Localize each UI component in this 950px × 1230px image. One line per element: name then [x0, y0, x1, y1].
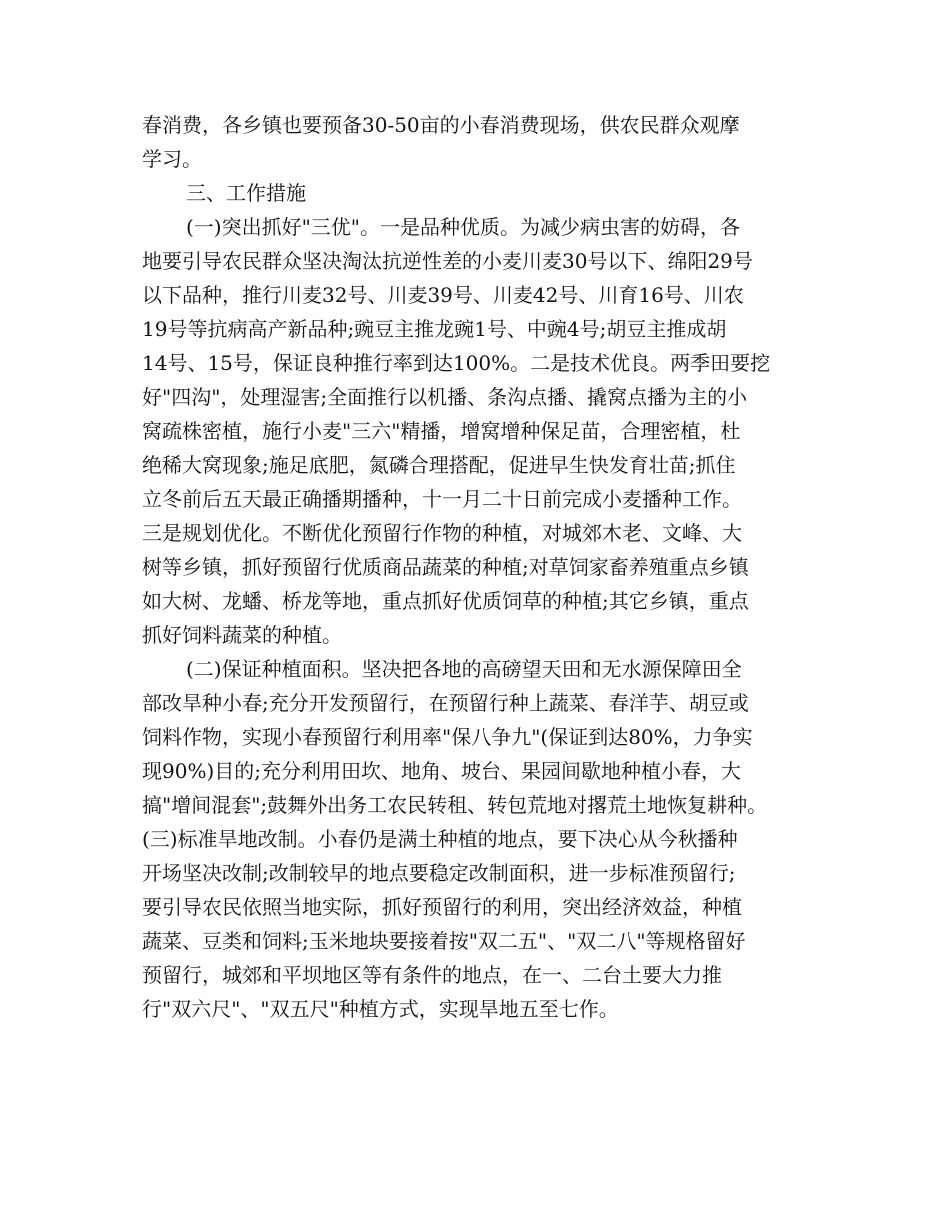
paragraph-line: 树等乡镇，抓好预留行优质商品蔬菜的种植;对草饲家畜养殖重点乡镇 [142, 555, 749, 579]
paragraph-line: 行"双六尺"、"双五尺"种植方式，实现旱地五至七作。 [142, 997, 619, 1021]
paragraph-line: 窝疏株密植，施行小麦"三六"精播，增窝增种保足苗，合理密植，杜 [142, 419, 741, 443]
paragraph-line: (三)标准旱地改制。小春仍是满土种植的地点，要下决心从今秋播种 [142, 827, 738, 851]
paragraph-line: 三是规划优化。不断优化预留行作物的种植，对城郊木老、文峰、大 [142, 521, 742, 545]
paragraph-line: 饲料作物，实现小春预留行利用率"保八争九"(保证到达80%，力争实 [142, 725, 753, 749]
paragraph-line: 立冬前后五天最正确播期播种，十一月二十日前完成小麦播种工作。 [142, 487, 742, 511]
paragraph-line: 要引导农民依照当地实际，抓好预留行的利用，突出经济效益，种植 [142, 895, 742, 919]
paragraph-line: 19号等抗病高产新品种;豌豆主推龙豌1号、中豌4号;胡豆主推成胡 [142, 317, 727, 341]
paragraph-line: 春消费，各乡镇也要预备30-50亩的小春消费现场，供农民群众观摩 [142, 113, 740, 137]
paragraph-line: 抓好饲料蔬菜的种植。 [142, 623, 342, 647]
paragraph-line: 开场坚决改制;改制较早的地点要稳定改制面积，进一步标准预留行; [142, 861, 736, 885]
section-heading: 三、工作措施 [186, 181, 306, 205]
paragraph-line: 如大树、龙蟠、桥龙等地，重点抓好优质饲草的种植;其它乡镇，重点 [142, 589, 749, 613]
paragraph-line: 学习。 [142, 147, 202, 171]
paragraph-line: 绝稀大窝现象;施足底肥，氮磷合理搭配，促进早生快发育壮苗;抓住 [142, 453, 736, 477]
paragraph-line: 好"四沟"，处理湿害;全面推行以机播、条沟点播、撬窝点播为主的小 [142, 385, 748, 409]
paragraph-line: 蔬菜、豆类和饲料;玉米地块要接着按"双二五"、"双二八"等规格留好 [142, 929, 746, 953]
paragraph-line: 地要引导农民群众坚决淘汰抗逆性差的小麦川麦30号以下、绵阳29号 [142, 249, 753, 273]
paragraph-line: 预留行，城郊和平坝地区等有条件的地点，在一、二台土要大力推 [142, 963, 722, 987]
paragraph-line: 部改旱种小春;充分开发预留行，在预留行种上蔬菜、春洋芋、胡豆或 [142, 691, 749, 715]
paragraph-line: 以下品种，推行川麦32号、川麦39号、川麦42号、川育16号、川农 [142, 283, 744, 307]
paragraph-line: (一)突出抓好"三优"。一是品种优质。为减少病虫害的妨碍，各 [186, 215, 741, 239]
document-body [142, 108, 832, 1026]
paragraph-line: 14号、15号，保证良种推行率到达100%。二是技术优良。两季田要挖 [142, 351, 771, 375]
paragraph-line: 搞"增间混套";鼓舞外出务工农民转租、转包荒地对撂荒土地恢复耕种。 [142, 793, 768, 817]
paragraph-line: 现90%)目的;充分利用田坎、地角、坡台、果园间歇地种植小春，大 [142, 759, 741, 783]
paragraph-line: (二)保证种植面积。坚决把各地的高磅望天田和无水源保障田全 [186, 657, 742, 681]
